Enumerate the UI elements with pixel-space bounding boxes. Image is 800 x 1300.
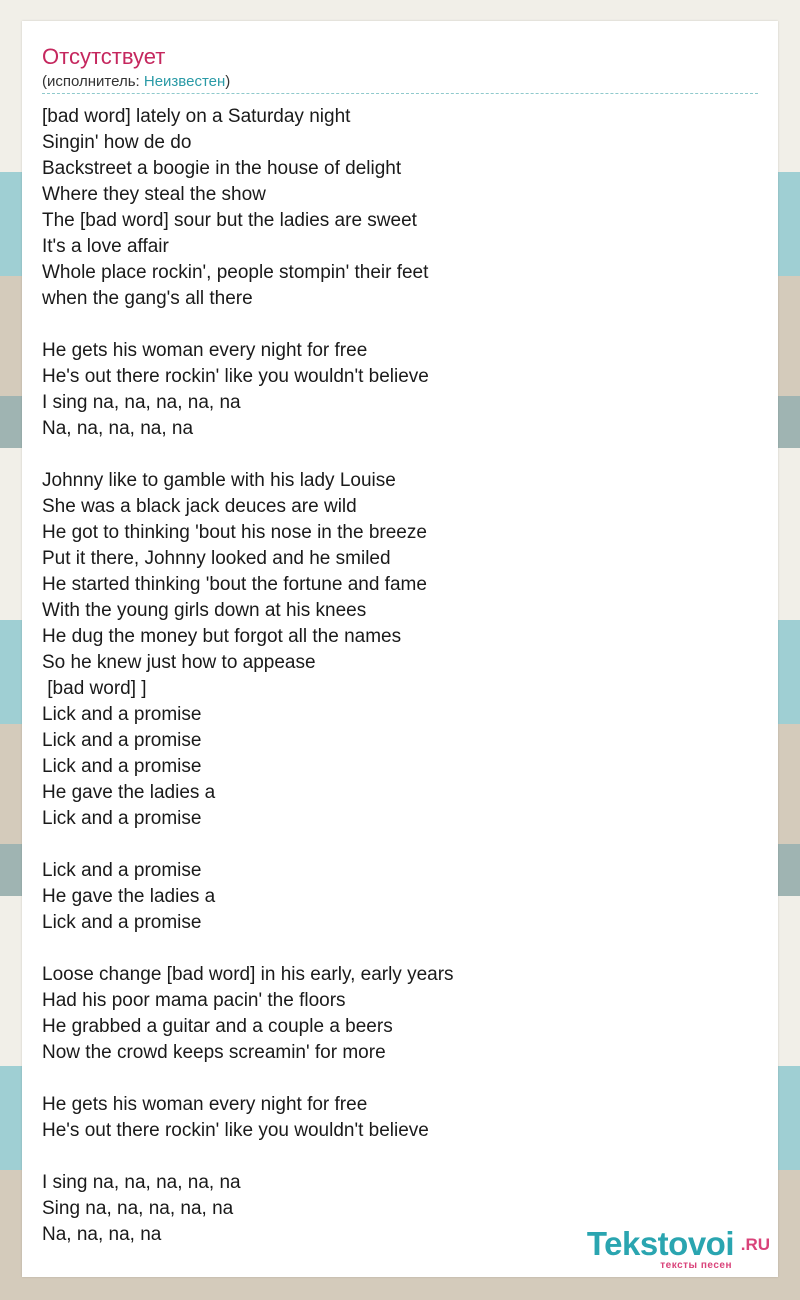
lyric-line: He dug the money but forgot all the names — [42, 626, 402, 647]
lyric-line: Sing na, na, na, na, na — [42, 1198, 234, 1219]
lyric-line: Singin' how de do — [42, 132, 192, 153]
lyric-line: With the young girls down at his knees — [42, 600, 367, 621]
artist-link[interactable]: Неизвестен — [143, 73, 226, 90]
lyric-line: Had his poor mama pacin' the floors — [42, 990, 346, 1011]
lyric-line: So he knew just how to appease — [42, 652, 316, 673]
lyric-line: Now the crowd keeps screamin' for more — [42, 1042, 386, 1063]
lyric-line — [42, 1144, 758, 1170]
lyric-line: Where they steal the show — [42, 184, 266, 205]
lyric-line: Na, na, na, na, na — [42, 418, 194, 439]
lyric-line: Lick and a promise — [42, 730, 202, 751]
lyric-line: It's a love affair — [42, 236, 169, 257]
logo-tagline: тексты песен — [660, 1260, 732, 1271]
logo-wordmark: Tekstovoi — [586, 1225, 734, 1262]
lyric-line: [bad word] lately on a Saturday night — [42, 106, 351, 127]
lyric-line: [bad word] ] — [42, 678, 147, 699]
lyric-line: Whole place rockin', people stompin' their feet — [42, 262, 429, 283]
lyric-line: Johnny like to gamble with his lady Louise — [42, 470, 396, 491]
lyric-line: Lick and a promise — [42, 756, 202, 777]
lyrics-card — [22, 21, 778, 1277]
lyric-line: The [bad word] sour but the ladies are sweet — [42, 210, 417, 231]
site-logo[interactable] — [530, 1225, 770, 1273]
lyric-line: Lick and a promise — [42, 912, 202, 933]
lyric-line: He grabbed a guitar and a couple a beers — [42, 1016, 393, 1037]
lyric-line — [42, 936, 758, 962]
lyrics-text — [42, 104, 758, 1248]
lyric-line: Lick and a promise — [42, 860, 202, 881]
lyric-line — [42, 442, 758, 468]
lyric-line: He got to thinking 'bout his nose in the breeze — [42, 522, 427, 543]
artist-suffix: ) — [225, 73, 231, 90]
lyric-line: Put it there, Johnny looked and he smiled — [42, 548, 391, 569]
lyric-line: Loose change [bad word] in his early, early years — [42, 964, 454, 985]
lyric-line: He gave the ladies a — [42, 782, 216, 803]
lyric-line: when the gang's all there — [42, 288, 253, 309]
lyric-line: Lick and a promise — [42, 704, 202, 725]
lyric-line: Lick and a promise — [42, 808, 202, 829]
lyric-line: I sing na, na, na, na, na — [42, 392, 241, 413]
lyric-line: She was a black jack deuces are wild — [42, 496, 357, 517]
lyric-line: He gets his woman every night for free — [42, 1094, 368, 1115]
song-title: Отсутствует — [42, 44, 166, 69]
lyric-line — [42, 312, 758, 338]
lyric-line: He started thinking 'bout the fortune and fame — [42, 574, 427, 595]
artist-prefix: (исполнитель: — [42, 73, 144, 90]
lyric-line: I sing na, na, na, na, na — [42, 1172, 241, 1193]
logo-domain: .RU — [740, 1235, 770, 1254]
divider — [42, 93, 758, 94]
lyric-line — [42, 832, 758, 858]
lyric-line: Na, na, na, na — [42, 1224, 162, 1245]
lyric-line: He's out there rockin' like you wouldn't believe — [42, 366, 429, 387]
lyric-line: He gets his woman every night for free — [42, 340, 368, 361]
artist-line — [42, 73, 230, 91]
lyric-line — [42, 1066, 758, 1092]
lyric-line: Backstreet a boogie in the house of delight — [42, 158, 402, 179]
lyric-line: He's out there rockin' like you wouldn't believe — [42, 1120, 429, 1141]
lyric-line: He gave the ladies a — [42, 886, 216, 907]
